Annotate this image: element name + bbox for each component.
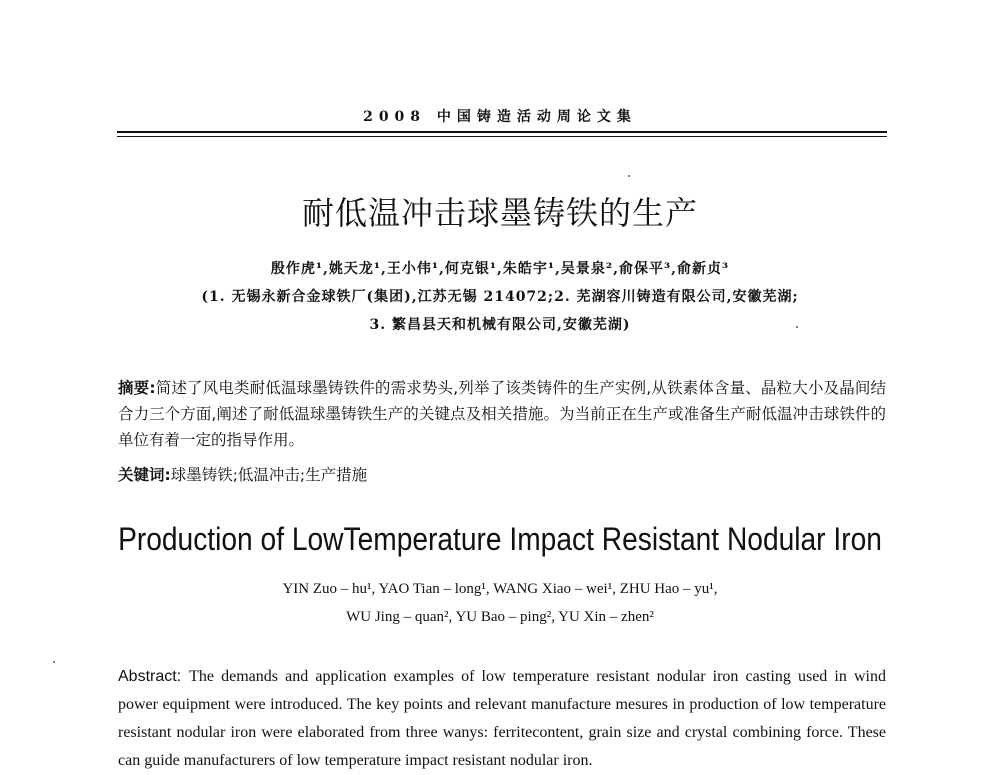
- affiliation-cn-line-1: (1. 无锡永新合金球铁厂(集团),江苏无锡 214072;2. 芜湖容川铸造有限公司,安徽芜湖;: [201, 289, 799, 305]
- abstract-en-text: The demands and application examples of low temperature resistant nodular iron casting used in wind power equipment were introduced. The key points and relevant manufacture mesures in production of low temperature resistant nodular iron were elaborated from three wanys: ferritecontent, grain size and crystal combining force. These can guide manufacturers of low temperature impact resistant nodular iron.: [118, 668, 886, 769]
- running-header: 2008 中国铸造活动周论文集: [363, 109, 637, 125]
- paper-title-cn: 耐低温冲击球墨铸铁的生产: [301, 194, 698, 232]
- header-rule-thin: [117, 136, 887, 137]
- affiliation-cn-line-2: 3. 繁昌县天和机械有限公司,安徽芜湖): [369, 317, 631, 333]
- abstract-cn: [118, 375, 886, 453]
- paper-title-en: Production of LowTemperature Impact Resistant Nodular Iron: [118, 521, 882, 557]
- abstract-en-label: Abstract:: [118, 668, 182, 685]
- scan-speck: [53, 661, 55, 663]
- author-list-cn: 殷作虎¹,姚天龙¹,王小伟¹,何克银¹,朱皓宇¹,吴景泉²,俞保平³,俞新贞³: [270, 261, 730, 277]
- keywords-cn-text: 球墨铸铁;低温冲击;生产措施: [170, 466, 368, 484]
- keywords-cn: [118, 462, 886, 488]
- scan-speck: [796, 326, 798, 328]
- abstract-en: [118, 663, 886, 775]
- abstract-cn-label: 摘要:: [118, 379, 156, 397]
- author-list-en-line-1: YIN Zuo – hu¹, YAO Tian – long¹, WANG Xiao – wei¹, ZHU Hao – yu¹,: [282, 581, 718, 597]
- header-rule: [117, 131, 887, 133]
- author-list-en-line-2: WU Jing – quan², YU Bao – ping², YU Xin – zhen²: [346, 609, 654, 625]
- abstract-cn-text: 简述了风电类耐低温球墨铸铁件的需求势头,列举了该类铸件的生产实例,从铁素体含量、晶粒大小及晶间结合力三个方面,阐述了耐低温球墨铸铁生产的关键点及相关措施。为当前正在生产或准备生产耐低温冲击球铁件的单位有着一定的指导作用。: [118, 379, 887, 449]
- scan-speck: [628, 175, 630, 177]
- keywords-cn-label: 关键词:: [118, 466, 171, 484]
